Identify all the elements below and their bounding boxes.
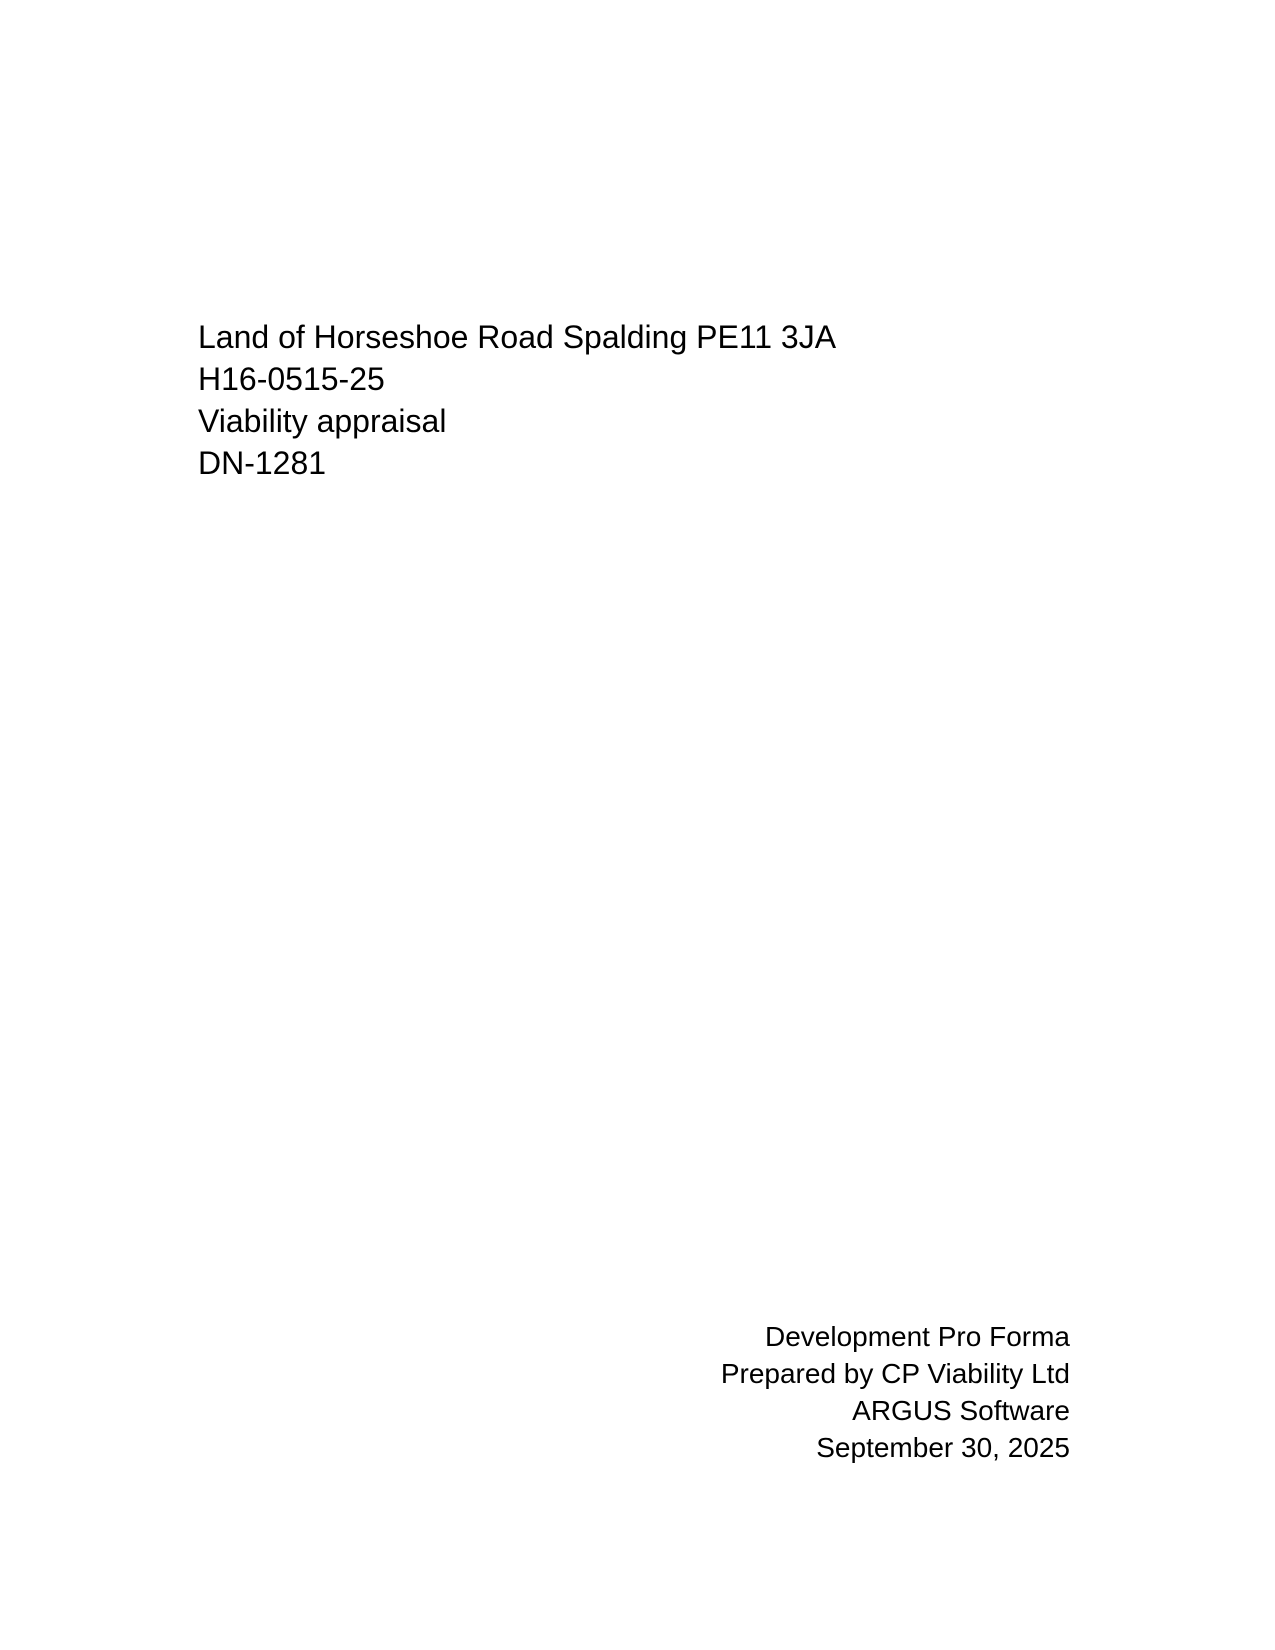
report-date: September 30, 2025 xyxy=(816,1432,1070,1463)
application-reference: H16-0515-25 xyxy=(198,361,385,397)
software-name: ARGUS Software xyxy=(852,1395,1070,1426)
site-address: Land of Horseshoe Road Spalding PE11 3JA xyxy=(198,319,837,355)
document-title: Viability appraisal xyxy=(198,403,447,439)
cover-footer-block xyxy=(721,1318,1070,1466)
document-number: DN-1281 xyxy=(198,445,327,481)
cover-title-block xyxy=(198,316,836,484)
prepared-by: Prepared by CP Viability Ltd xyxy=(720,1358,1070,1389)
report-type: Development Pro Forma xyxy=(764,1321,1070,1352)
